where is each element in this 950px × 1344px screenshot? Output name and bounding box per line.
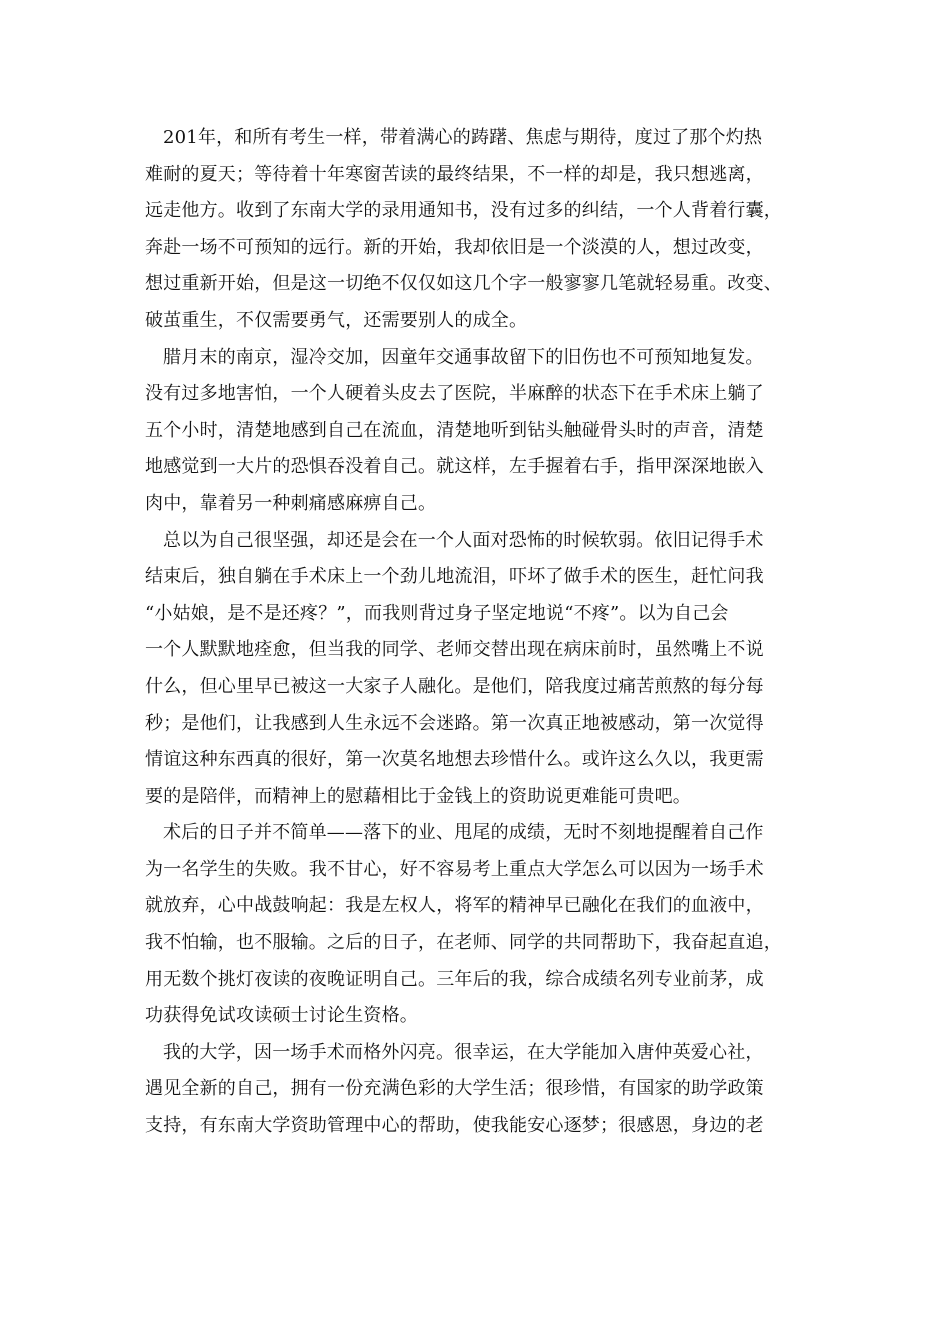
text-line: 远走他方。收到了东南大学的录用通知书，没有过多的纠结，一个人背着行囊，: [145, 200, 782, 222]
text-line: 五个小时，清楚地感到自己在流血，清楚地听到钻头触碰骨头时的声音，清楚: [145, 419, 764, 441]
text-line: 想过重新开始，但是这一切绝不仅仅如这几个字一般寥寥几笔就轻易重。改变、: [145, 273, 782, 295]
text-line: 肉中，靠着另一种刺痛感麻痹自己。: [145, 492, 437, 514]
text-line: 什么，但心里早已被这一大家子人融化。是他们，陪我度过痛苦煎熬的每分每: [145, 675, 764, 697]
text-line: 要的是陪伴，而精神上的慰藉相比于金钱上的资助说更难能可贵吧。: [145, 785, 691, 807]
text-line: 遇见全新的自己，拥有一份充满色彩的大学生活；很珍惜，有国家的助学政策: [145, 1078, 764, 1100]
text-line: 201年，和所有考生一样，带着满心的踌躇、焦虑与期待，度过了那个灼热: [163, 127, 763, 148]
text-line: 破茧重生，不仅需要勇气，还需要别人的成全。: [145, 309, 528, 331]
text-line: 一个人默默地痊愈，但当我的同学、老师交替出现在病床前时，虽然嘴上不说: [145, 639, 764, 661]
text-line: 结束后，独自躺在手术床上一个劲儿地流泪，吓坏了做手术的医生，赶忙问我: [145, 566, 764, 588]
text-line: 总以为自己很坚强，却还是会在一个人面对恐怖的时候软弱。依旧记得手术: [163, 529, 764, 551]
text-line: 情谊这种东西真的很好，第一次莫名地想去珍惜什么。或许这么久以，我更需: [145, 749, 764, 771]
text-line: 秒；是他们，让我感到人生永远不会迷路。第一次真正地被感动，第一次觉得: [145, 712, 764, 734]
text-line: 用无数个挑灯夜读的夜晚证明自己。三年后的我，综合成绩名列专业前茅，成: [145, 968, 764, 990]
text-line: 支持，有东南大学资助管理中心的帮助，使我能安心逐梦；很感恩，身边的老: [145, 1115, 764, 1137]
text-line: “小姑娘，是不是还疼？”，而我则背过身子坚定地说“不疼”。以为自己会: [145, 602, 729, 624]
text-line: 难耐的夏天；等待着十年寒窗苦读的最终结果，不一样的却是，我只想逃离，: [145, 163, 764, 185]
text-line: 为一名学生的失败。我不甘心，好不容易考上重点大学怎么可以因为一场手术: [145, 858, 764, 880]
text-line: 奔赴一场不可预知的远行。新的开始，我却依旧是一个淡漠的人，想过改变，: [145, 236, 764, 258]
text-line: 就放弃，心中战鼓响起：我是左权人，将军的精神早已融化在我们的血液中，: [145, 895, 764, 917]
text-line: 术后的日子并不简单——落下的业、甩尾的成绩，无时不刻地提醒着自己作: [163, 822, 764, 844]
text-line: 没有过多地害怕，一个人硬着头皮去了医院，半麻醉的状态下在手术床上躺了: [145, 383, 764, 405]
text-line: 地感觉到一大片的恐惧吞没着自己。就这样，左手握着右手，指甲深深地嵌入: [145, 456, 764, 478]
text-line: 我不怕输，也不服输。之后的日子，在老师、同学的共同帮助下，我奋起直追，: [145, 932, 782, 954]
text-line: 功获得免试攻读硕士讨论生资格。: [145, 1005, 418, 1027]
text-line: 腊月末的南京，湿冷交加，因童年交通事故留下的旧伤也不可预知地复发。: [163, 346, 764, 368]
document-body: [145, 120, 825, 1145]
text-line: 我的大学，因一场手术而格外闪亮。很幸运，在大学能加入唐仲英爱心社，: [163, 1041, 764, 1063]
